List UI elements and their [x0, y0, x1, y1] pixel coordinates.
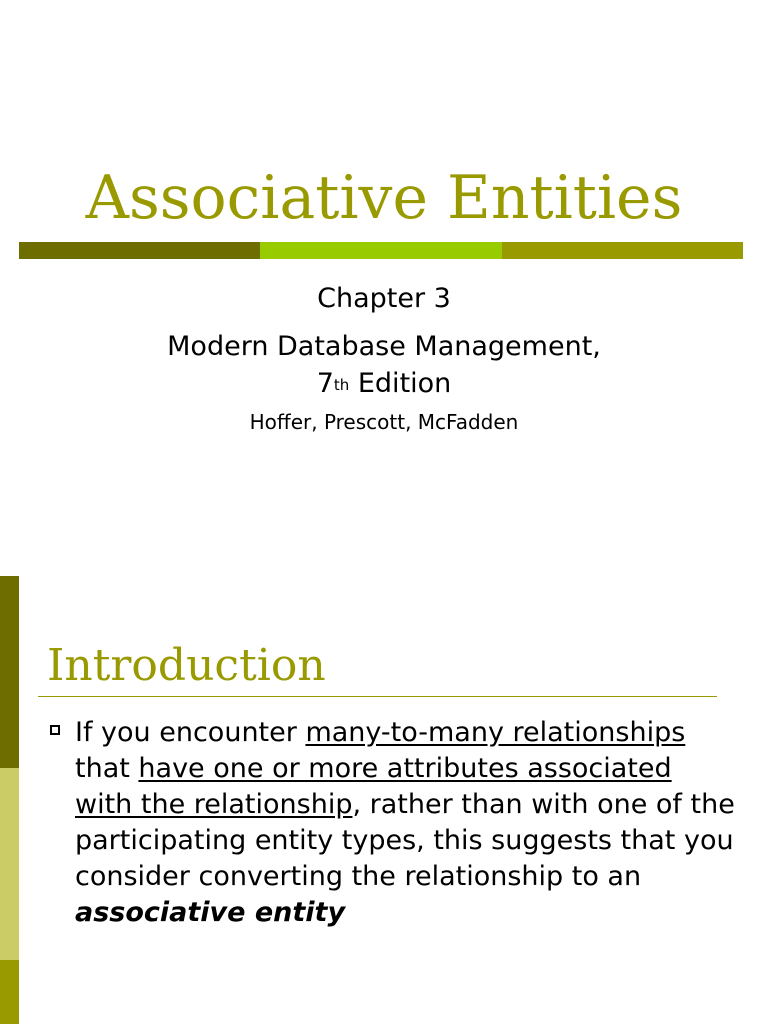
authors: Hoffer, Prescott, McFadden	[249, 410, 519, 434]
bullet-underline-2: have one or more attributes associated with the relationship	[75, 753, 672, 820]
section-title: Introduction	[47, 640, 326, 691]
edition-number: 7	[316, 368, 334, 399]
content-slide	[0, 576, 768, 1024]
title-bar-segment-light	[260, 242, 501, 259]
bullet-underline-1: many-to-many relationships	[305, 717, 686, 748]
side-accent-bar	[0, 576, 19, 1024]
section-divider	[38, 696, 717, 697]
book-title-line1: Modern Database Management,	[167, 331, 601, 362]
side-bar-segment-light	[0, 768, 19, 960]
bullet-part-2: that	[75, 753, 139, 784]
title-underline-bar	[19, 242, 743, 259]
slide-title: Associative Entities	[85, 163, 683, 233]
bullet-text	[75, 715, 735, 931]
square-bullet-icon	[50, 725, 60, 735]
bullet-part-1: If you encounter	[75, 717, 306, 748]
edition-word: Edition	[349, 368, 452, 399]
bullet-part-3: , rather than with one of the participating entity types, this suggests that you consider converting the relationship to an	[75, 789, 735, 892]
chapter-label: Chapter 3	[317, 283, 451, 314]
bullet-emphasis: associative entity	[75, 897, 346, 928]
title-bar-segment-dark	[19, 242, 260, 259]
side-bar-segment-dark	[0, 576, 19, 768]
title-bar-segment-olive	[502, 242, 743, 259]
side-bar-segment-olive	[0, 960, 19, 1024]
book-title	[0, 328, 768, 402]
edition-superscript: th	[333, 376, 350, 394]
